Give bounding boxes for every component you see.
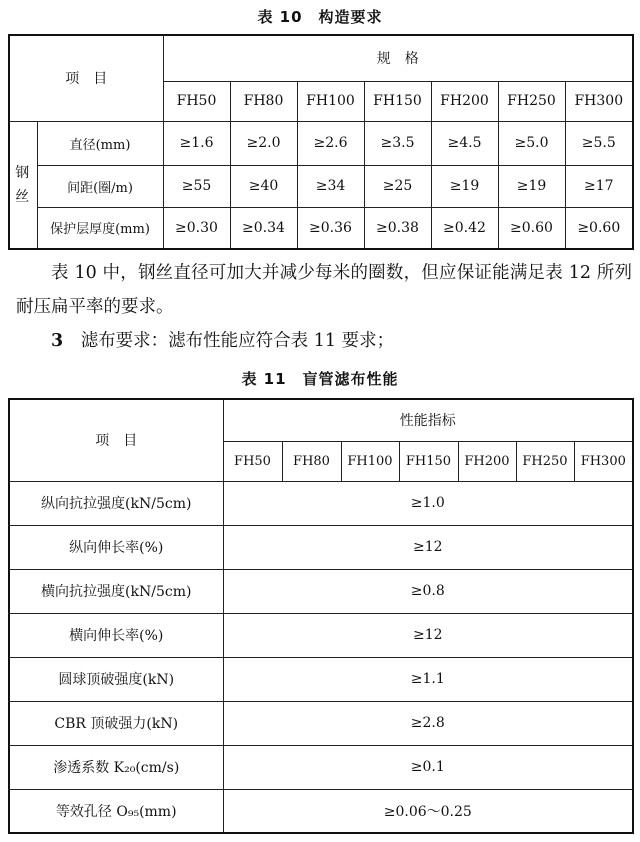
table11-model: FH100 [341, 441, 399, 481]
section-3 [16, 324, 632, 358]
table11-value: ≥1.1 [223, 657, 633, 701]
table10-cell: ≥19 [498, 165, 565, 207]
table10-cell: ≥0.34 [230, 207, 297, 249]
table11-row-label: CBR 顶破强力(kN) [9, 701, 223, 745]
table10-cell: ≥5.0 [498, 121, 565, 165]
table10-cell: ≥0.42 [431, 207, 498, 249]
table10-row-label: 直径(mm) [37, 121, 163, 165]
table11-row-label: 纵向伸长率(%) [9, 525, 223, 569]
table11-row-label: 等效孔径 O₉₅(mm) [9, 789, 223, 833]
table10-model: FH80 [230, 81, 297, 121]
table10-model: FH250 [498, 81, 565, 121]
table11-model: FH300 [574, 441, 633, 481]
table11-model: FH250 [516, 441, 574, 481]
table11-value: ≥12 [223, 525, 633, 569]
table11-row-label: 横向伸长率(%) [9, 613, 223, 657]
table10-cell: ≥5.5 [565, 121, 633, 165]
table11-value: ≥2.8 [223, 701, 633, 745]
table10-model: FH300 [565, 81, 633, 121]
table11-spec-header: 性能指标 [223, 399, 633, 441]
table11-model: FH150 [399, 441, 458, 481]
table10-cell: ≥55 [163, 165, 230, 207]
table10-cell: ≥3.5 [364, 121, 431, 165]
table11-value: ≥12 [223, 613, 633, 657]
table10-cell: ≥0.60 [565, 207, 633, 249]
table11-row-label: 横向抗拉强度(kN/5cm) [9, 569, 223, 613]
table10-model: FH200 [431, 81, 498, 121]
paragraph-table10-note: 表 10 中，钢丝直径可加大并减少每米的圈数，但应保证能满足表 12 所列耐压扁平率的要求。 [16, 263, 632, 317]
table10-cell: ≥25 [364, 165, 431, 207]
table10-row-label: 间距(圈/m) [37, 165, 163, 207]
table10-cell: ≥17 [565, 165, 633, 207]
table10 [8, 34, 634, 250]
table11-row-label: 渗透系数 K₂₀(cm/s) [9, 745, 223, 789]
table10-cell: ≥0.30 [163, 207, 230, 249]
table10-cell: ≥0.60 [498, 207, 565, 249]
table10-cell: ≥2.0 [230, 121, 297, 165]
table10-cell: ≥0.38 [364, 207, 431, 249]
table11-value: ≥1.0 [223, 481, 633, 525]
table10-cell: ≥2.6 [297, 121, 364, 165]
table10-row-label: 保护层厚度(mm) [37, 207, 163, 249]
table10-cell: ≥0.36 [297, 207, 364, 249]
table11-model: FH50 [223, 441, 282, 481]
table11-item-header: 项 目 [9, 399, 223, 481]
table11-model: FH80 [282, 441, 341, 481]
table10-cell: ≥1.6 [163, 121, 230, 165]
section-3-number: 3 [51, 331, 64, 351]
table10-cell: ≥40 [230, 165, 297, 207]
table10-item-header: 项 目 [9, 35, 163, 121]
table10-spec-header: 规 格 [163, 35, 633, 81]
table10-cell: ≥4.5 [431, 121, 498, 165]
table10-model: FH150 [364, 81, 431, 121]
table10-cell: ≥34 [297, 165, 364, 207]
table11-value: ≥0.1 [223, 745, 633, 789]
steel-wire-group-label: 钢丝 [9, 121, 37, 249]
table11-value: ≥0.06～0.25 [223, 789, 633, 833]
table10-cell: ≥19 [431, 165, 498, 207]
table10-model: FH50 [163, 81, 230, 121]
table11-model: FH200 [458, 441, 516, 481]
table10-caption: 表 10 构造要求 [257, 8, 383, 26]
table11 [8, 398, 634, 834]
table11-value: ≥0.8 [223, 569, 633, 613]
table11-caption: 表 11 盲管滤布性能 [241, 370, 399, 388]
table11-row-label: 圆球顶破强度(kN) [9, 657, 223, 701]
section-3-text: 滤布要求：滤布性能应符合表 11 要求； [80, 331, 395, 351]
table10-model: FH100 [297, 81, 364, 121]
table11-row-label: 纵向抗拉强度(kN/5cm) [9, 481, 223, 525]
